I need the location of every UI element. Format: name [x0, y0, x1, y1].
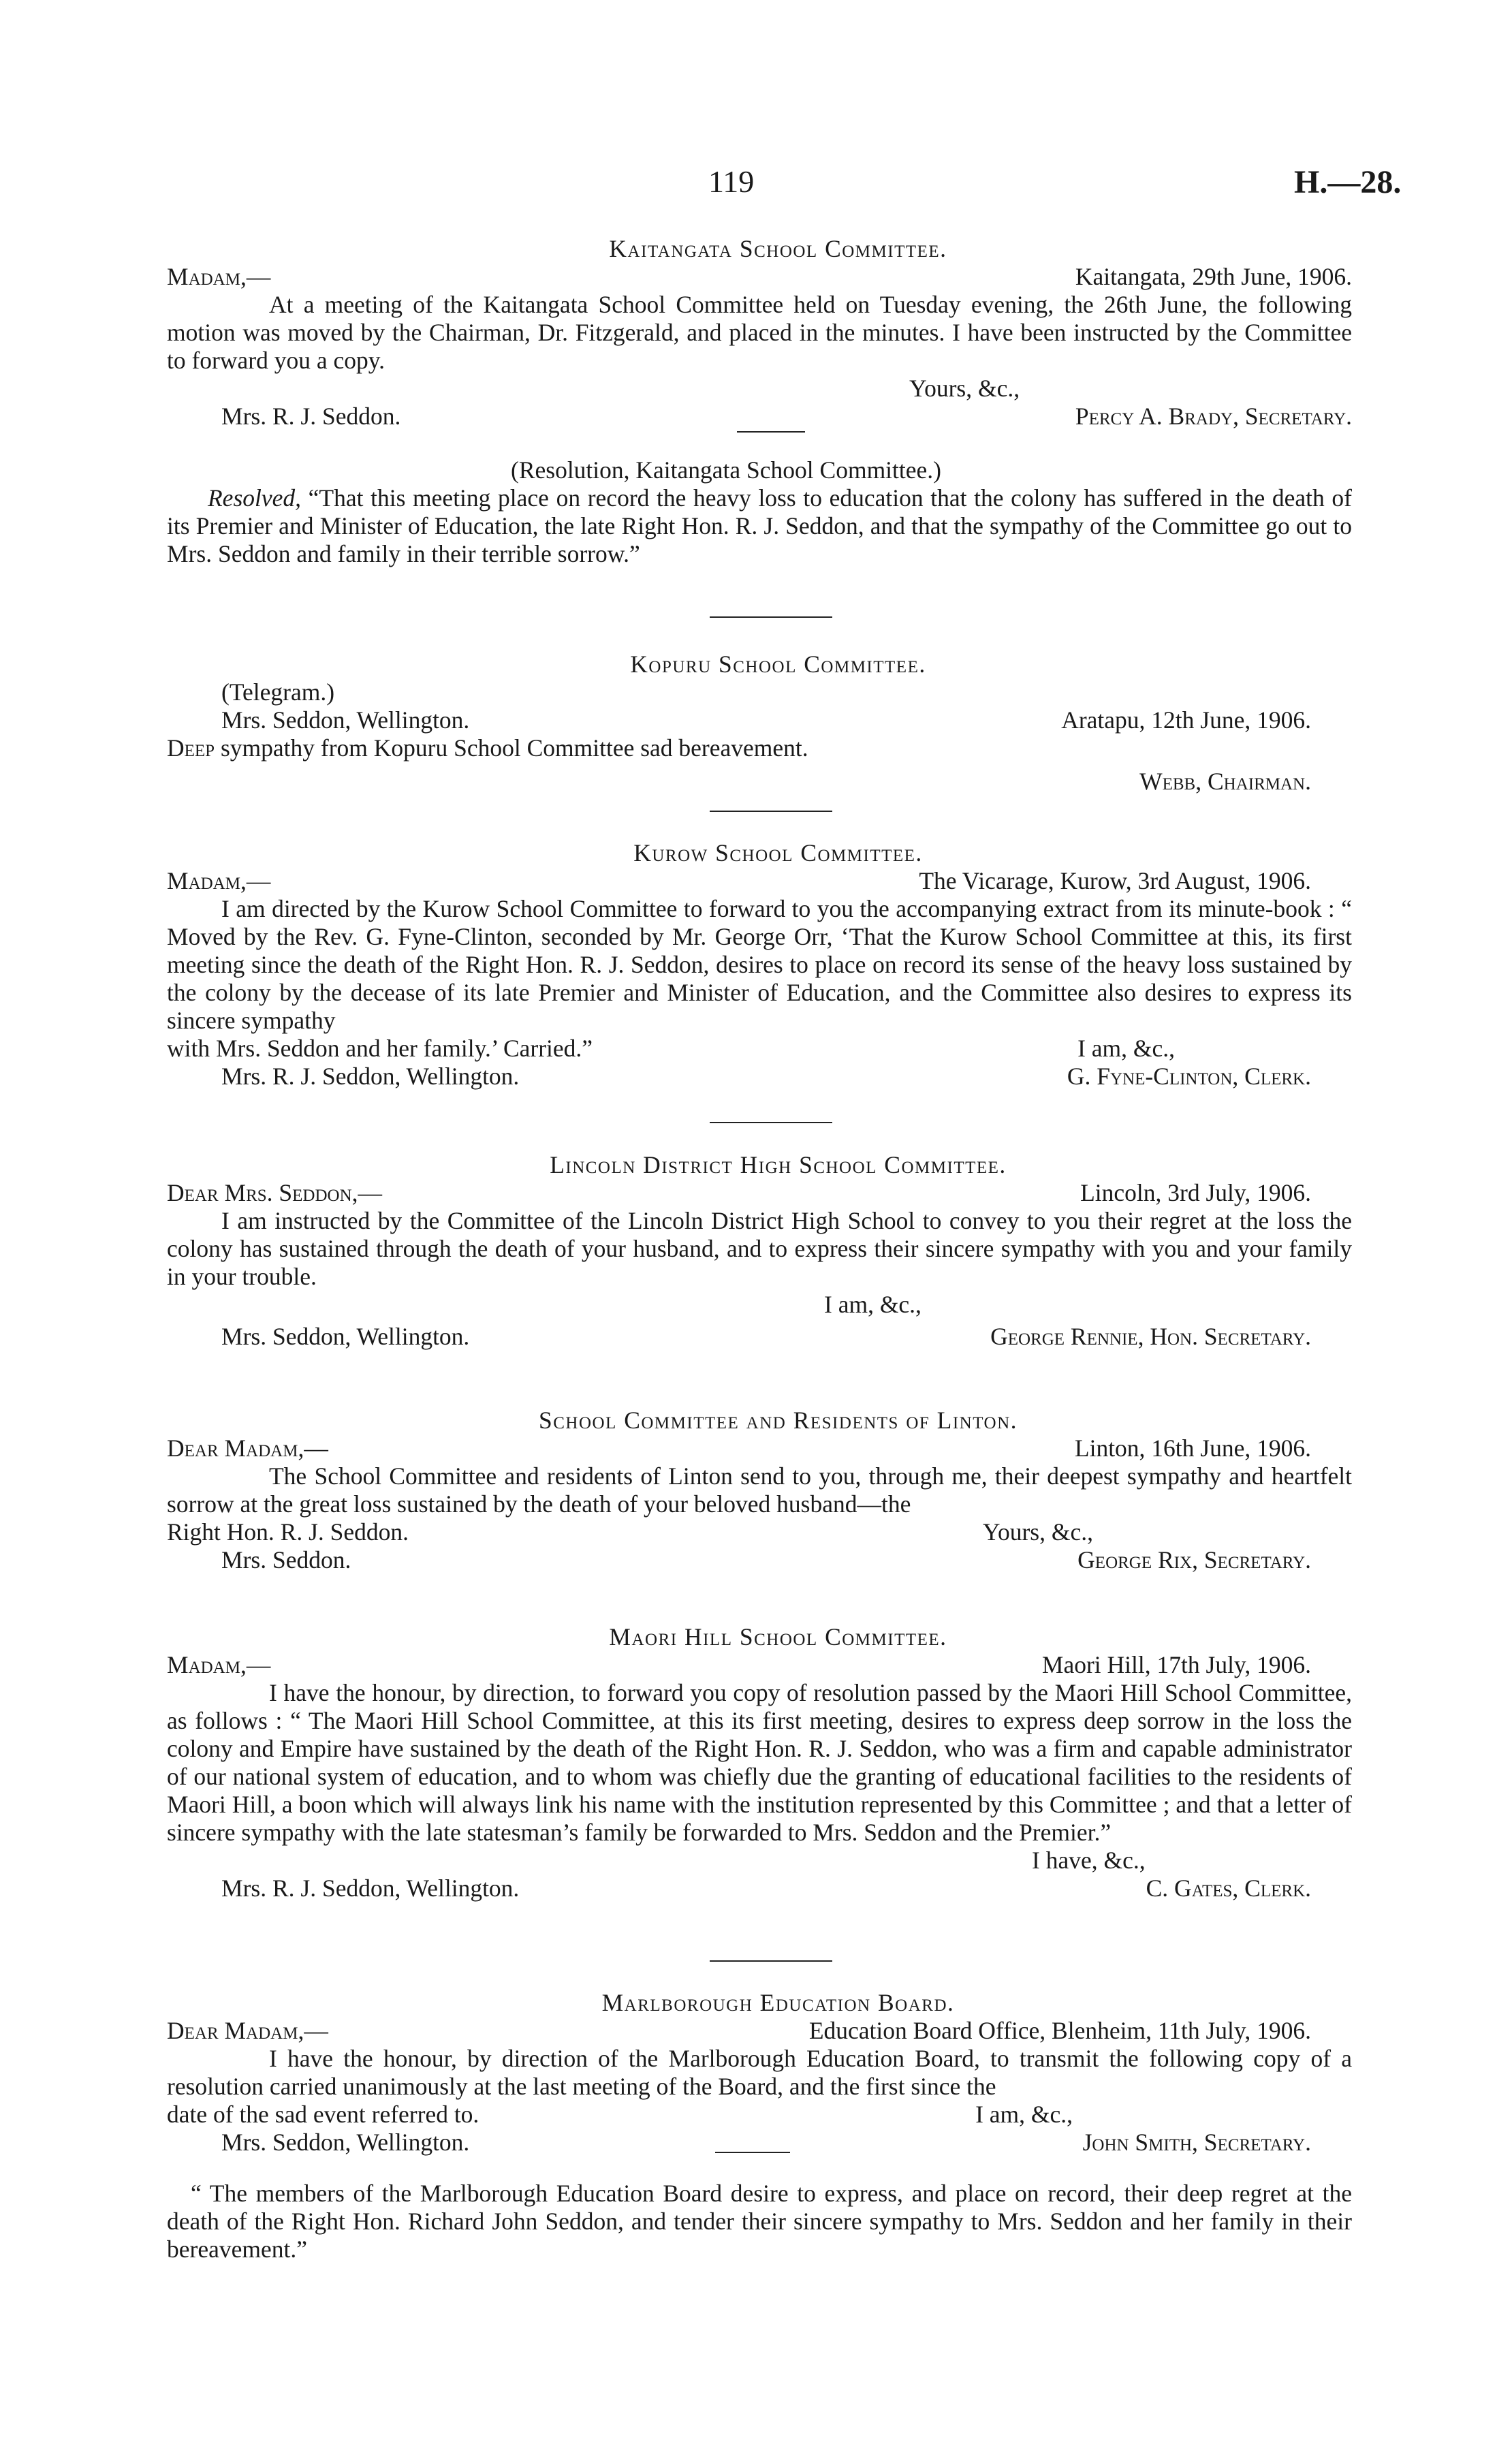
section-divider [710, 811, 832, 812]
letter-body: I am instructed by the Committee of the Lincoln District High School to convey to you their regret at the loss the colony has sustained through the death of your husband, and to express their sincere sympathy with you and your family in your trouble. [167, 1207, 1352, 1290]
signature-divider [715, 2152, 790, 2153]
section-divider [710, 1122, 832, 1123]
salutation: Dear Mrs. Seddon,— [167, 1179, 383, 1206]
marlborough-letter [167, 1989, 1352, 2263]
signature-row [167, 1323, 1352, 1351]
last-line: date of the sad event referred to. [167, 2101, 479, 2128]
salutation-row [167, 1651, 1352, 1679]
closing: Yours, &c., [982, 1518, 1093, 1546]
address-row [167, 706, 1352, 734]
section-title: Marlborough Education Board. [601, 1989, 955, 2016]
salutation-row [167, 867, 1352, 895]
signature: Percy A. Brady, Secretary. [1075, 403, 1352, 430]
closing: I am, &c., [1077, 1035, 1175, 1062]
section-title: Kurow School Committee. [633, 839, 923, 866]
telegram-label: (Telegram.) [221, 678, 335, 706]
signature-row [167, 403, 1352, 430]
place-date: Linton, 16th June, 1906. [1074, 1434, 1311, 1462]
signature: George Rix, Secretary. [1077, 1546, 1311, 1573]
salutation: Madam,— [167, 1651, 271, 1678]
signature-row [167, 1063, 1352, 1091]
signature: George Rennie, Hon. Secretary. [990, 1323, 1311, 1350]
signature-row [167, 1546, 1352, 1574]
closing: I am, &c., [824, 1291, 922, 1318]
letter-body: At a meeting of the Kaitangata School Committee held on Tuesday evening, the 26th June, the following motion was moved by the Chairman, Dr. Fitzgerald, and placed in the minutes. I have been instructed by the Committee to forward you a copy. [167, 291, 1352, 374]
letter-body: I have the honour, by direction of the Marlborough Education Board, to transmit the following copy of a resolution carried unanimously at the last meeting of the Board, and the first since the [167, 2045, 1352, 2100]
signature: Webb, Chairman. [1139, 768, 1311, 795]
section-title: Kaitangata School Committee. [609, 235, 947, 262]
divider [737, 431, 805, 433]
first-word: Deep [167, 734, 215, 762]
closing-row [167, 1518, 1352, 1546]
salutation: Madam,— [167, 867, 271, 894]
place-date: The Vicarage, Kurow, 3rd August, 1906. [919, 867, 1311, 894]
lincoln-letter [167, 1151, 1352, 1351]
resolution-text [167, 484, 1352, 568]
place-date: Education Board Office, Blenheim, 11th July, 1906. [808, 2017, 1311, 2044]
signature: C. Gates, Clerk. [1146, 1875, 1311, 1902]
telegram-body [167, 734, 1352, 762]
place-date: Kaitangata, 29th June, 1906. [1075, 263, 1352, 290]
resolution-body: “That this meeting place on record the heavy loss to education that the colony has suffered in the death of its Premier and Minister of Education, the late Right Hon. R. J. Seddon, and that the sympathy of the Committee go out to Mrs. Seddon and family in their terrible sorrow.” [167, 484, 1353, 567]
kurow-letter [167, 839, 1352, 1091]
addressee: Mrs. R. J. Seddon, Wellington. [221, 1063, 520, 1090]
signature: John Smith, Secretary. [1082, 2129, 1311, 2156]
signature-row [167, 1875, 1352, 1902]
addressee: Mrs. Seddon, Wellington. [221, 2129, 470, 2156]
letter-body: I have the honour, by direction, to forward you copy of resolution passed by the Maori Hill School Committee, as follows : “ The Maori Hill School Committee, at this its first meeting, desires to express deep sorrow in the loss the colony and Empire have sustained by the death of the Right Hon. R. J. Seddon, who was a firm and capable administrator of our national system of education, and to whom was chiefly due the granting of educational facilities to the residents of Maori Hill, a boon which will always link his name with the institution represented by this Committee ; and that a letter of sincere sympathy with the late statesman’s family be forwarded to Mrs. Seddon and the Premier.” [167, 1679, 1352, 1846]
section-title: Maori Hill School Committee. [609, 1623, 947, 1650]
salutation-row [167, 1179, 1352, 1207]
linton-letter [167, 1407, 1352, 1574]
place-date: Lincoln, 3rd July, 1906. [1080, 1179, 1311, 1206]
salutation: Madam,— [167, 263, 271, 290]
addressee: Mrs. R. J. Seddon. [221, 403, 401, 430]
place-date: Maori Hill, 17th July, 1906. [1041, 1651, 1311, 1678]
letter-body: The School Committee and residents of Linton send to you, through me, their deepest sympathy and heartfelt sorrow at the great loss sustained by the death of your beloved husband—the [167, 1462, 1352, 1518]
resolution-title: (Resolution, Kaitangata School Committee.) [511, 456, 941, 484]
maori-hill-letter [167, 1623, 1352, 1902]
signature: G. Fyne-Clinton, Clerk. [1067, 1063, 1311, 1090]
closing-row [167, 2101, 1352, 2129]
salutation: Dear Madam,— [167, 2017, 328, 2044]
closing: I have, &c., [1032, 1847, 1146, 1874]
addressee: Mrs. Seddon. [221, 1546, 351, 1573]
closing: Yours, &c., [909, 375, 1020, 402]
place-date: Aratapu, 12th June, 1906. [1061, 706, 1311, 734]
page-number: 119 [708, 164, 755, 199]
last-line: with Mrs. Seddon and her family.’ Carried.” [167, 1035, 593, 1062]
board-resolution-quote: “ The members of the Marlborough Education Board desire to express, and place on record, their deep regret at the death of the Right Hon. Richard John Seddon, and tender their sincere sympathy to Mrs. Seddon and her family in their bereavement.” [167, 2180, 1352, 2263]
kaitangata-resolution [167, 456, 1352, 568]
section-title: School Committee and Residents of Linton. [538, 1407, 1018, 1434]
section-title: Kopuru School Committee. [630, 650, 926, 678]
kaitangata-letter [167, 235, 1352, 430]
addressee: Mrs. Seddon, Wellington. [221, 1323, 470, 1350]
letter-body: I am directed by the Kurow School Committee to forward to you the accompanying extract from its minute-book : “ Moved by the Rev. G. Fyne-Clinton, seconded by Mr. George Orr, ‘That the Kurow School Committee at this, its first meeting since the death of the Right Hon. R. J. Seddon, desires to place on record its sense of the heavy loss sustained by the colony by the decease of its late Premier and Minister of Education, and the Committee also desires to express its sincere sympathy [167, 895, 1352, 1034]
section-divider [710, 1960, 832, 1962]
salutation-row [167, 263, 1352, 291]
salutation-row [167, 2017, 1352, 2045]
addressee: Mrs. R. J. Seddon, Wellington. [221, 1875, 520, 1902]
resolved-word: Resolved, [208, 484, 302, 512]
closing-row [167, 1035, 1352, 1063]
section-divider [710, 616, 832, 618]
telegram-text: sympathy from Kopuru School Committee sad bereavement. [220, 734, 808, 762]
last-line: Right Hon. R. J. Seddon. [167, 1518, 409, 1546]
salutation: Dear Madam,— [167, 1434, 328, 1462]
salutation-row [167, 1434, 1352, 1462]
document-reference: H.—28. [1294, 164, 1402, 200]
kopuru-telegram [167, 650, 1352, 796]
section-title: Lincoln District High School Committee. [550, 1151, 1007, 1178]
addressee: Mrs. Seddon, Wellington. [221, 706, 470, 734]
closing: I am, &c., [975, 2101, 1073, 2128]
